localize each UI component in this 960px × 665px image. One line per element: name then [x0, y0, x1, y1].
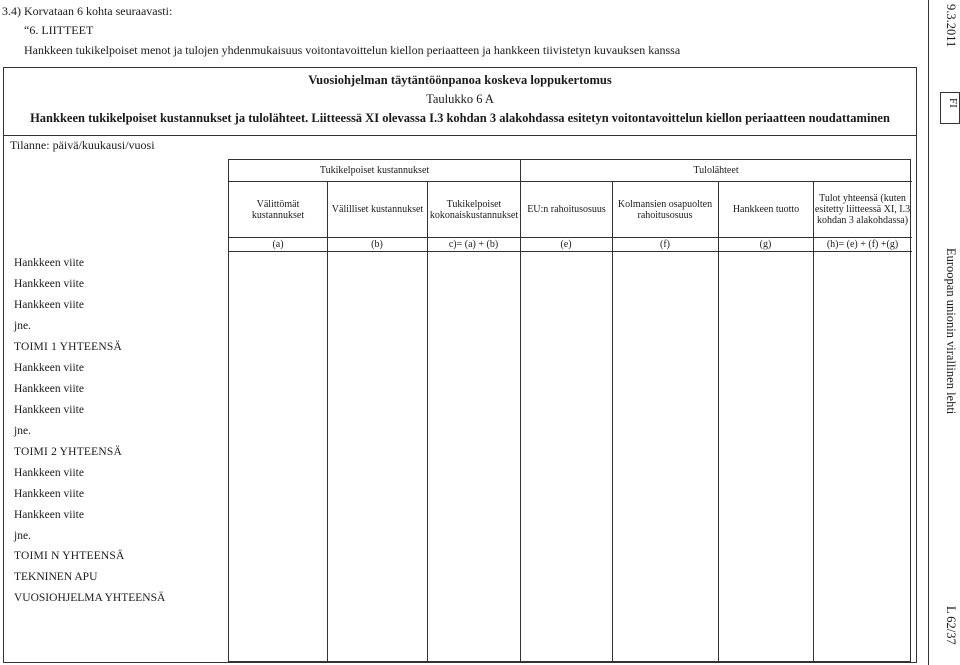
report-title: Vuosiohjelman täytäntöönpanoa koskeva loppukertomus: [308, 73, 612, 87]
row-label: jne.: [14, 530, 31, 542]
language-code: FI: [947, 98, 959, 108]
column-header: Välittömät kustannukset: [251, 198, 305, 221]
row-label: Hankkeen viite: [14, 467, 84, 479]
row-label-total: TOIMI N YHTEENSÄ: [14, 550, 125, 562]
row-label: TEKNINEN APU: [14, 571, 98, 583]
row-label: Hankkeen viite: [14, 383, 84, 395]
page-reference: L 62/37: [944, 606, 958, 645]
column-header: Tukikelpoiset kokonaiskustannukset: [429, 198, 519, 221]
column-header: Tulot yhteensä (kuten esitetty liitteessä XI, I.3 kohdan 3 alakohdassa): [814, 193, 911, 226]
row-label: Hankkeen viite: [14, 509, 84, 521]
column-formula: (b): [371, 239, 383, 250]
table-number: Taulukko 6 A: [426, 92, 494, 106]
row-label: Hankkeen viite: [14, 488, 84, 500]
cost-income-table: [228, 159, 911, 662]
column-formula: (a): [272, 239, 284, 250]
column-formula: (f): [660, 239, 670, 250]
row-label-total: TOIMI 2 YHTEENSÄ: [14, 446, 122, 458]
row-label: Hankkeen viite: [14, 278, 84, 290]
column-header: Välilliset kustannukset: [331, 204, 424, 215]
group-header-costs: Tukikelpoiset kustannukset: [319, 165, 430, 176]
column-header: Hankkeen tuotto: [732, 204, 800, 215]
status-date-label: Tilanne: päivä/kuukausi/vuosi: [10, 138, 155, 152]
table-subtitle: Hankkeen tukikelpoiset kustannukset ja tulolähteet. Liitteessä XI olevassa I.3 kohdan 3 alakohdassa esitetyn voitontavoittelun kiellon periaatteen noudattaminen: [30, 111, 890, 125]
grid-vline: [612, 181, 613, 661]
row-label: VUOSIOHJELMA YHTEENSÄ: [14, 592, 166, 604]
column-formula: c)= (a) + (b): [448, 239, 499, 250]
column-header: EU:n rahoitusosuus: [527, 204, 606, 215]
row-label: Hankkeen viite: [14, 299, 84, 311]
column-formula: (e): [560, 239, 572, 250]
column-header: Kolmansien osapuolten rahoitusosuus: [617, 198, 713, 221]
grid-hline: [229, 237, 912, 238]
frame-divider: [3, 135, 917, 136]
row-label: jne.: [14, 320, 31, 332]
grid-hline: [229, 251, 912, 252]
row-label: Hankkeen viite: [14, 404, 84, 416]
intro-line-2: “6. LIITTEET: [24, 23, 94, 37]
row-label-total: TOIMI 1 YHTEENSÄ: [14, 341, 122, 353]
column-formula: (h)= (e) + (f) +(g): [826, 239, 899, 250]
language-box: [940, 92, 960, 124]
column-formula: (g): [759, 239, 772, 250]
grid-vline: [813, 181, 814, 661]
journal-name: Euroopan unionin virallinen lehti: [944, 248, 958, 415]
grid-vline: [718, 181, 719, 661]
grid-vline: [427, 181, 428, 661]
row-label: Hankkeen viite: [14, 257, 84, 269]
intro-line-1: 3.4) Korvataan 6 kohta seuraavasti:: [2, 4, 173, 18]
publication-date: 9.3.2011: [944, 4, 958, 48]
group-header-income: Tulolähteet: [693, 165, 739, 176]
grid-vline: [327, 181, 328, 661]
row-label: jne.: [14, 425, 31, 437]
row-label: Hankkeen viite: [14, 362, 84, 374]
intro-line-3: Hankkeen tukikelpoiset menot ja tulojen yhdenmukaisuus voitontavoittelun kiellon periaatteen ja hankkeen tiivistetyn kuvauksen kanssa: [24, 43, 681, 57]
margin-rule: [928, 0, 929, 665]
